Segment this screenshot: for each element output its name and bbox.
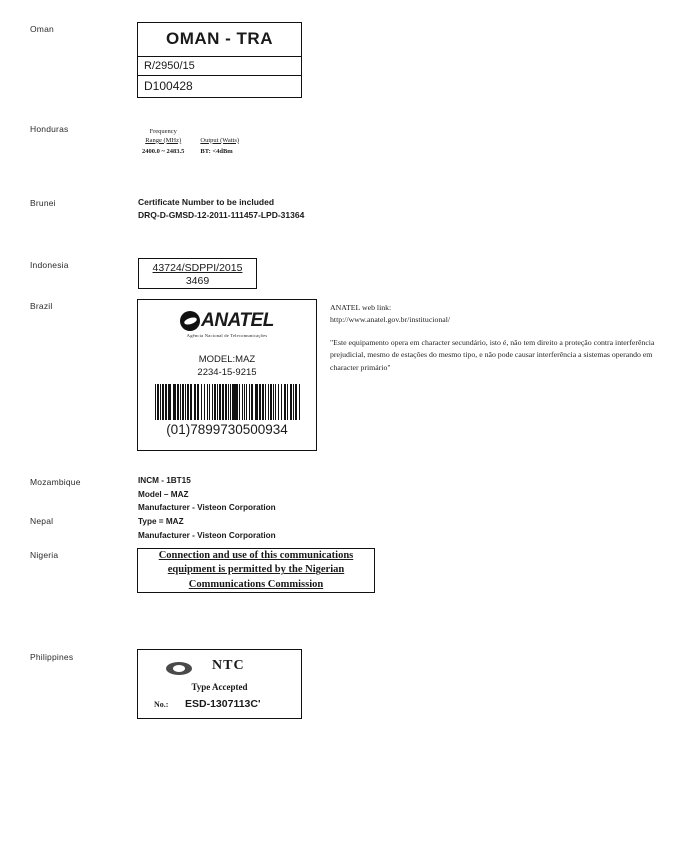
country-label-brazil: Brazil: [30, 301, 53, 311]
honduras-frequency-value: 2400.0 ~ 2483.5: [142, 147, 185, 155]
honduras-header-output: Output (Watts): [200, 136, 240, 144]
anatel-disclaimer-text: "Este equipamento opera em character secundário, isto é, não tem direito a proteção contra interferência prejudicial, mesmo de estações do mesmo tipo, e não pode causar interferência a sistemas operando em character primário": [330, 337, 655, 372]
indonesia-certificate-number: 43724/SDPPI/2015: [152, 262, 243, 274]
nigeria-statement: [159, 549, 354, 592]
mozambique-incm-number: INCM - 1BT15: [138, 476, 191, 485]
indonesia-approval-mark: [138, 258, 257, 289]
nepal-manufacturer: Manufacturer - Visteon Corporation: [138, 530, 276, 540]
mozambique-model: Model – MAZ: [138, 489, 189, 499]
nigeria-statement-line2: equipment is permitted by the Nigerian: [167, 564, 345, 576]
brazil-anatel-label: [137, 299, 317, 451]
country-label-oman: Oman: [30, 24, 54, 34]
country-label-indonesia: Indonesia: [30, 260, 69, 270]
honduras-frequency-table: [140, 126, 255, 157]
nigeria-statement-line3: Communications Commission: [188, 578, 324, 590]
nigeria-approval-mark: [137, 548, 375, 593]
country-label-nepal: Nepal: [30, 516, 54, 526]
philippines-ntc-mark: [137, 649, 302, 719]
brunei-certificate-block: [138, 196, 304, 222]
ntc-type-accepted: Type Accepted: [191, 682, 248, 692]
oman-registration-number: R/2950/15: [138, 57, 301, 76]
oman-approval-mark: [137, 22, 302, 98]
honduras-header-frequency-line1: Frequency: [149, 128, 177, 135]
country-label-brunei: Brunei: [30, 198, 56, 208]
anatel-model-number: 2234-15-9215: [197, 366, 257, 378]
anatel-web-link-url[interactable]: http://www.anatel.gov.br/institucional/: [330, 315, 451, 325]
indonesia-secondary-number: 3469: [185, 275, 210, 288]
anatel-note-block: [330, 302, 662, 374]
ntc-title: NTC: [212, 658, 245, 673]
anatel-mark-icon: [180, 311, 200, 331]
brunei-certificate-note: Certificate Number to be included: [138, 197, 275, 207]
oman-title: OMAN - TRA: [138, 23, 301, 57]
country-label-mozambique: Mozambique: [30, 477, 81, 487]
country-label-philippines: Philippines: [30, 652, 74, 662]
honduras-output-value: BT: <4dBm: [200, 147, 233, 155]
anatel-barcode-number: (01)7899730500934: [166, 422, 288, 437]
ntc-logo-icon: [166, 660, 192, 675]
country-label-nigeria: Nigeria: [30, 550, 59, 560]
anatel-subtitle: Agência Nacional de Telecomunicações: [186, 333, 268, 338]
oman-device-code: D100428: [144, 79, 193, 93]
country-label-honduras: Honduras: [30, 124, 69, 134]
anatel-web-link-group: [330, 302, 662, 327]
anatel-logo: [138, 310, 316, 338]
nigeria-statement-line1: Connection and use of this communications: [158, 550, 354, 562]
honduras-header-frequency: [142, 128, 198, 146]
anatel-model-block: [138, 354, 316, 380]
nepal-approval-block: [138, 515, 276, 542]
brunei-certificate-number: DRQ-D-GMSD-12-2011-111457-LPD-31364: [138, 209, 305, 220]
anatel-wordmark: ANATEL: [201, 310, 274, 331]
honduras-header-frequency-line2: Range (MHz): [145, 136, 182, 144]
mozambique-manufacturer: Manufacturer - Visteon Corporation: [138, 503, 276, 513]
anatel-web-link-label: ANATEL web link:: [330, 303, 392, 312]
anatel-model-line: MODEL:MAZ: [198, 354, 256, 365]
nepal-type: Type = MAZ: [138, 517, 184, 526]
mozambique-approval-block: [138, 474, 276, 515]
anatel-barcode-icon: [155, 384, 301, 420]
ntc-number-value: ESD-1307113C': [185, 698, 261, 710]
ntc-number-label: No.:: [154, 700, 169, 709]
